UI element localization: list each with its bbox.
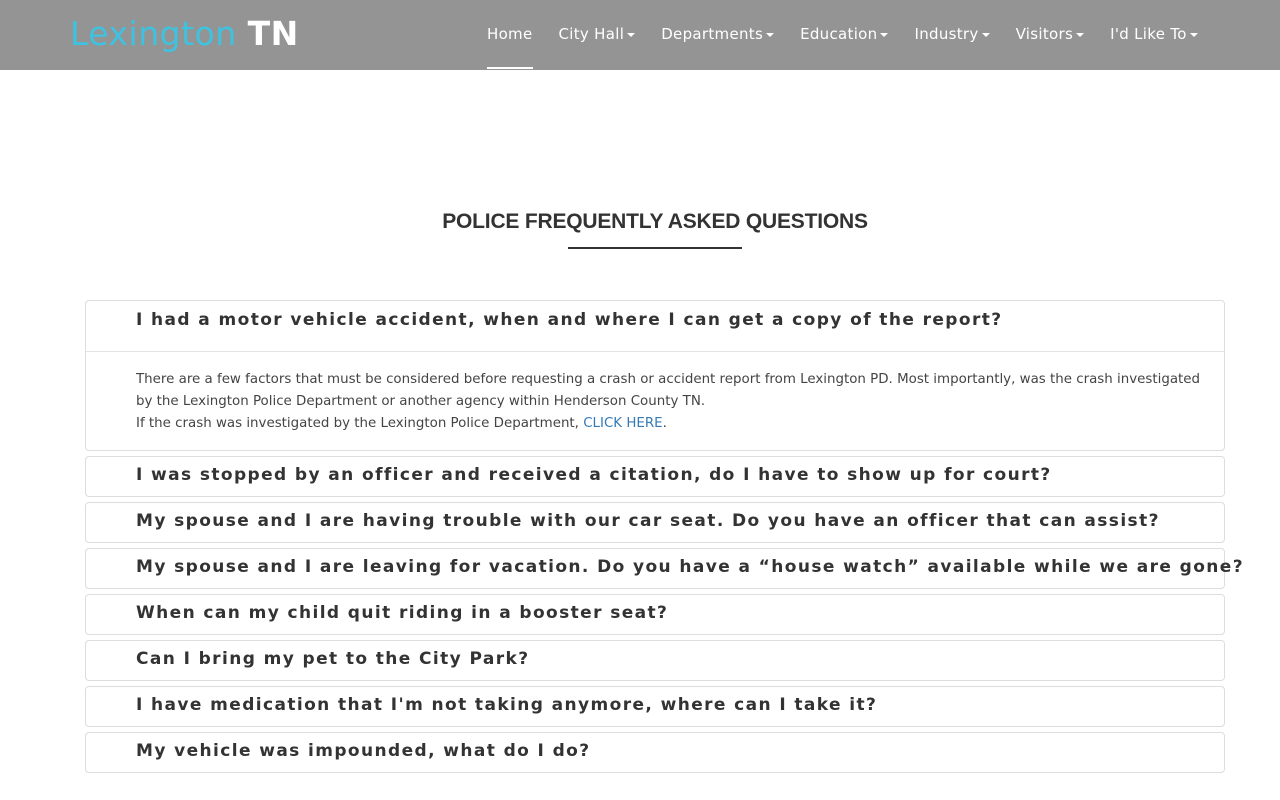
faq-panel [85, 732, 1225, 773]
nav-item-industry[interactable] [914, 0, 989, 70]
top-navbar [0, 0, 1280, 70]
title-underline [568, 247, 742, 249]
faq-question-medication[interactable]: I have medication that I'm not taking anymore, where can I take it? [136, 695, 878, 715]
main-nav [487, 0, 1198, 70]
nav-item-visitors[interactable] [1016, 0, 1085, 70]
faq-panel [85, 300, 1225, 451]
faq-question-impounded-vehicle[interactable]: My vehicle was impounded, what do I do? [136, 741, 591, 761]
nav-item-departments[interactable] [661, 0, 774, 70]
faq-panel [85, 502, 1225, 543]
faq-panel [85, 548, 1244, 589]
faq-panel [85, 594, 1225, 635]
nav-label-home: Home [487, 25, 533, 43]
faq-question-citation-court[interactable]: I was stopped by an officer and received a citation, do I have to show up for court? [136, 465, 1052, 485]
answer-paragraph [136, 413, 1204, 435]
nav-item-city-hall[interactable] [559, 0, 636, 70]
nav-label-industry: Industry [914, 25, 979, 43]
page-title: POLICE FREQUENTLY ASKED QUESTIONS [442, 210, 868, 234]
nav-label-id-like-to: I'd Like To [1110, 25, 1187, 43]
nav-label-visitors: Visitors [1015, 25, 1074, 43]
answer-paragraph: There are a few factors that must be considered before requesting a crash or accident report from Lexington PD. Most importantly, was the crash investigated by the Lexington Police Department or another agency within Henderson County TN. [136, 372, 1201, 409]
answer-text: . [662, 416, 667, 431]
nav-label-departments: Departments [661, 25, 764, 43]
nav-label-city-hall: City Hall [558, 25, 625, 43]
logo-text-tn: TN [247, 14, 299, 53]
caret-down-icon [880, 33, 888, 37]
logo-text-lexington: Lexington [70, 14, 237, 53]
caret-down-icon [1076, 33, 1084, 37]
faq-question-accident-report[interactable]: I had a motor vehicle accident, when and where I can get a copy of the report? [86, 301, 1224, 352]
answer-text: If the crash was investigated by the Lexington Police Department, [136, 416, 584, 431]
caret-down-icon [766, 33, 774, 37]
faq-question-car-seat[interactable]: My spouse and I are having trouble with our car seat. Do you have an officer that can assist? [136, 511, 1160, 531]
site-logo[interactable] [70, 14, 299, 54]
faq-question-booster-seat[interactable]: When can my child quit riding in a booster seat? [136, 603, 669, 623]
caret-down-icon [627, 33, 635, 37]
faq-question-pet-park[interactable]: Can I bring my pet to the City Park? [136, 649, 530, 669]
nav-item-education[interactable] [800, 0, 888, 70]
faq-panel [85, 640, 1225, 681]
caret-down-icon [982, 33, 990, 37]
caret-down-icon [1190, 33, 1198, 37]
nav-item-home[interactable] [487, 0, 533, 70]
faq-accordion [85, 300, 1244, 778]
nav-label-education: Education [800, 25, 878, 43]
faq-panel [85, 686, 1225, 727]
faq-question-house-watch[interactable]: My spouse and I are leaving for vacation. Do you have a “house watch” available while we are gone? [136, 557, 1244, 577]
nav-item-id-like-to[interactable] [1110, 0, 1198, 70]
faq-answer-accident-report [86, 352, 1224, 450]
faq-panel [85, 456, 1225, 497]
click-here-link[interactable]: CLICK HERE [583, 416, 663, 431]
